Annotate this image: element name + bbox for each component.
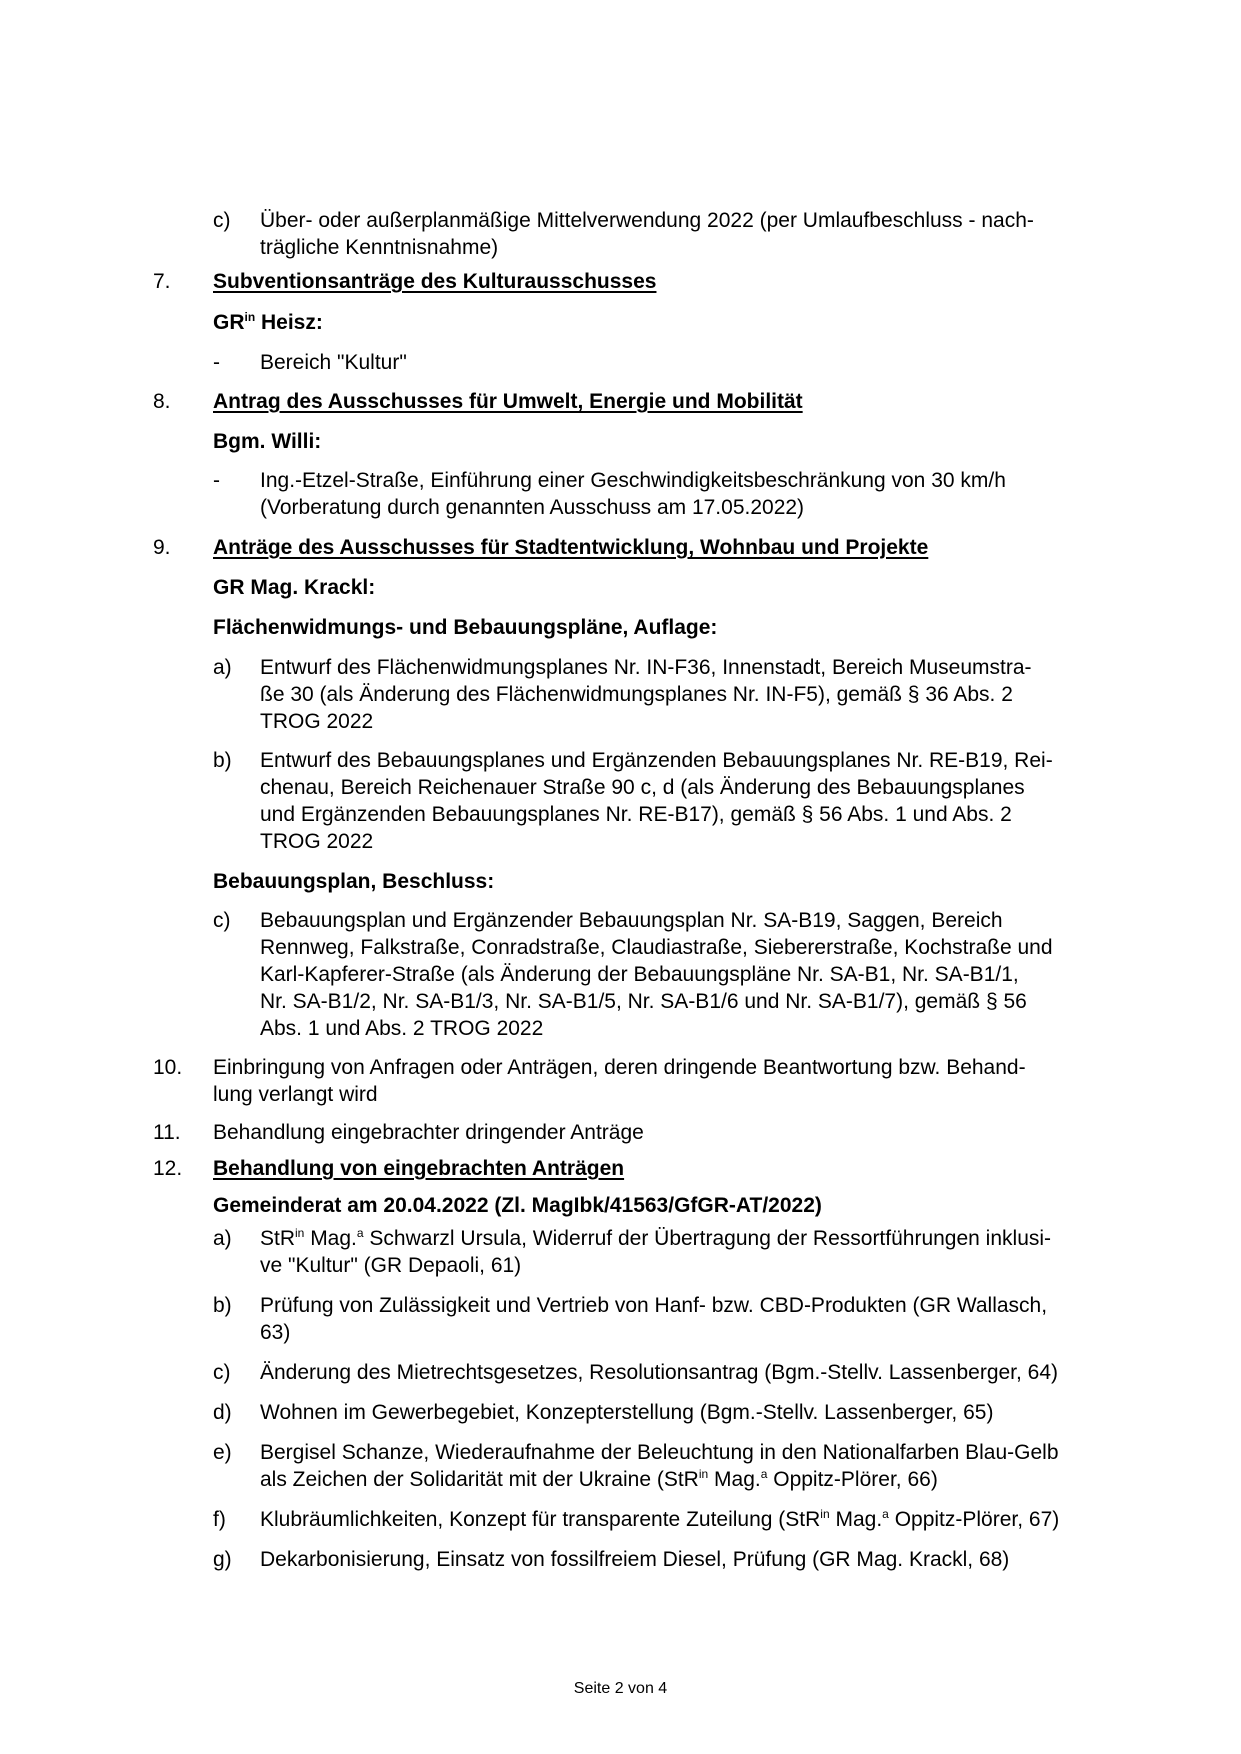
item-line: Entwurf des Bebauungsplanes und Ergänzenden Bebauungsplanes Nr. RE-B19, Rei- [260, 749, 1053, 772]
item-line: Dekarbonisierung, Einsatz von fossilfreiem Diesel, Prüfung (GR Mag. Krackl, 68) [260, 1548, 1010, 1571]
section-text: lung verlangt wird [213, 1083, 378, 1106]
item-line: Nr. SA-B1/2, Nr. SA-B1/3, Nr. SA-B1/5, Nr. SA-B1/6 und Nr. SA-B1/7), gemäß § 56 [260, 990, 1027, 1013]
item-line: Wohnen im Gewerbegebiet, Konzepterstellung (Bgm.-Stellv. Lassenberger, 65) [260, 1401, 994, 1424]
item-line: Bebauungsplan und Ergänzender Bebauungsplan Nr. SA-B19, Saggen, Bereich [260, 909, 1003, 932]
item-label: c) [213, 1361, 231, 1384]
item-line: und Ergänzenden Bebauungsplanes Nr. RE-B17), gemäß § 56 Abs. 1 und Abs. 2 [260, 803, 1012, 826]
item-line [260, 1225, 1136, 1252]
item-line: Entwurf des Flächenwidmungsplanes Nr. IN-F36, Innenstadt, Bereich Museumstra- [260, 656, 1032, 679]
item-sup: in [295, 1226, 305, 1240]
item-label: g) [213, 1548, 232, 1571]
section-number: 9. [153, 536, 171, 559]
speaker-text: Heisz: [255, 311, 323, 334]
item-line: Ing.-Etzel-Straße, Einführung einer Geschwindigkeitsbeschränkung von 30 km/h [260, 469, 1006, 492]
subheading: Flächenwidmungs- und Bebauungspläne, Auflage: [213, 616, 718, 639]
speaker-label: Bgm. Willi: [213, 430, 322, 453]
section-title: Anträge des Ausschusses für Stadtentwicklung, Wohnbau und Projekte [213, 536, 929, 559]
item-text: als Zeichen der Solidarität mit der Ukraine (StR [260, 1468, 699, 1491]
section-number: 7. [153, 270, 171, 293]
subheading: Bebauungsplan, Beschluss: [213, 870, 495, 893]
item-line: Karl-Kapferer-Straße (als Änderung der Bebauungspläne Nr. SA-B1, Nr. SA-B1/1, [260, 963, 1019, 986]
item-text: Oppitz-Plörer, 66) [767, 1468, 938, 1491]
session-heading: Gemeinderat am 20.04.2022 (Zl. MagIbk/41563/GfGR-AT/2022) [213, 1194, 822, 1217]
item-text: StR [260, 1227, 296, 1250]
section-title: Behandlung von eingebrachten Anträgen [213, 1157, 625, 1180]
item-text: Klubräumlichkeiten, Konzept für transparente Zuteilung (StR [260, 1508, 821, 1531]
item-label: a) [213, 656, 232, 679]
section-number: 12. [153, 1157, 183, 1180]
item-line: TROG 2022 [260, 710, 374, 733]
item-line: (Vorberatung durch genannten Ausschuss am 17.05.2022) [260, 496, 805, 519]
item-sup: in [820, 1507, 830, 1521]
item-text: Oppitz-Plörer, 67) [888, 1508, 1060, 1531]
item-sup: a [356, 1226, 364, 1240]
item-line: 63) [260, 1321, 291, 1344]
item-line: ße 30 (als Änderung des Flächenwidmungsplanes Nr. IN-F5), gemäß § 36 Abs. 2 [260, 683, 1013, 706]
item-line: ve "Kultur" (GR Depaoli, 61) [260, 1254, 522, 1277]
item-line: trägliche Kenntnisnahme) [260, 236, 499, 259]
section-number: 8. [153, 390, 171, 413]
item-sup: a [882, 1507, 889, 1521]
item-text: Mag. [829, 1508, 883, 1531]
item-line: Abs. 1 und Abs. 2 TROG 2022 [260, 1017, 544, 1040]
speaker-text: GR [213, 311, 245, 334]
item-line: Über- oder außerplanmäßige Mittelverwendung 2022 (per Umlaufbeschluss - nach- [260, 209, 1034, 232]
item-line [260, 1466, 1136, 1493]
speaker-label [213, 309, 323, 336]
item-line: Prüfung von Zulässigkeit und Vertrieb von Hanf- bzw. CBD-Produkten (GR Wallasch, [260, 1294, 1048, 1317]
item-sup: a [760, 1467, 768, 1481]
item-text: Mag. [708, 1468, 761, 1491]
item-line: Änderung des Mietrechtsgesetzes, Resolutionsantrag (Bgm.-Stellv. Lassenberger, 64) [260, 1361, 1059, 1384]
item-label: b) [213, 1294, 232, 1317]
page-footer: Seite 2 von 4 [573, 1680, 668, 1697]
section-number: 11. [153, 1121, 181, 1144]
section-number: 10. [153, 1056, 183, 1079]
item-line: Rennweg, Falkstraße, Conradstraße, Claudiastraße, Siebererstraße, Kochstraße und [260, 936, 1053, 959]
section-text: Einbringung von Anfragen oder Anträgen, deren dringende Beantwortung bzw. Behand- [213, 1056, 1026, 1079]
item-label: e) [213, 1441, 232, 1464]
speaker-label: GR Mag. Krackl: [213, 576, 376, 599]
bullet: - [213, 469, 220, 492]
item-text: Schwarzl Ursula, Widerruf der Übertragung der Ressortführungen inklusi- [363, 1227, 1052, 1250]
section-text: Behandlung eingebrachter dringender Anträge [213, 1121, 644, 1144]
section-title: Antrag des Ausschusses für Umwelt, Energie und Mobilität [213, 390, 803, 413]
item-text: Mag. [304, 1227, 357, 1250]
item-line: Bergisel Schanze, Wiederaufnahme der Beleuchtung in den Nationalfarben Blau-Gelb [260, 1441, 1059, 1464]
item-label: c) [213, 209, 231, 232]
speaker-sup: in [244, 310, 256, 324]
item-label: a) [213, 1227, 232, 1250]
bullet: - [213, 351, 220, 374]
item-label: b) [213, 749, 232, 772]
item-line: Bereich "Kultur" [260, 351, 407, 374]
item-sup: in [698, 1467, 709, 1481]
item-line: chenau, Bereich Reichenauer Straße 90 c, d (als Änderung des Bebauungsplanes [260, 776, 1025, 799]
item-label: d) [213, 1401, 232, 1424]
item-line [260, 1506, 1136, 1533]
item-line: TROG 2022 [260, 830, 374, 853]
section-title: Subventionsanträge des Kulturausschusses [213, 270, 657, 293]
item-label: c) [213, 909, 231, 932]
item-label: f) [213, 1508, 226, 1531]
